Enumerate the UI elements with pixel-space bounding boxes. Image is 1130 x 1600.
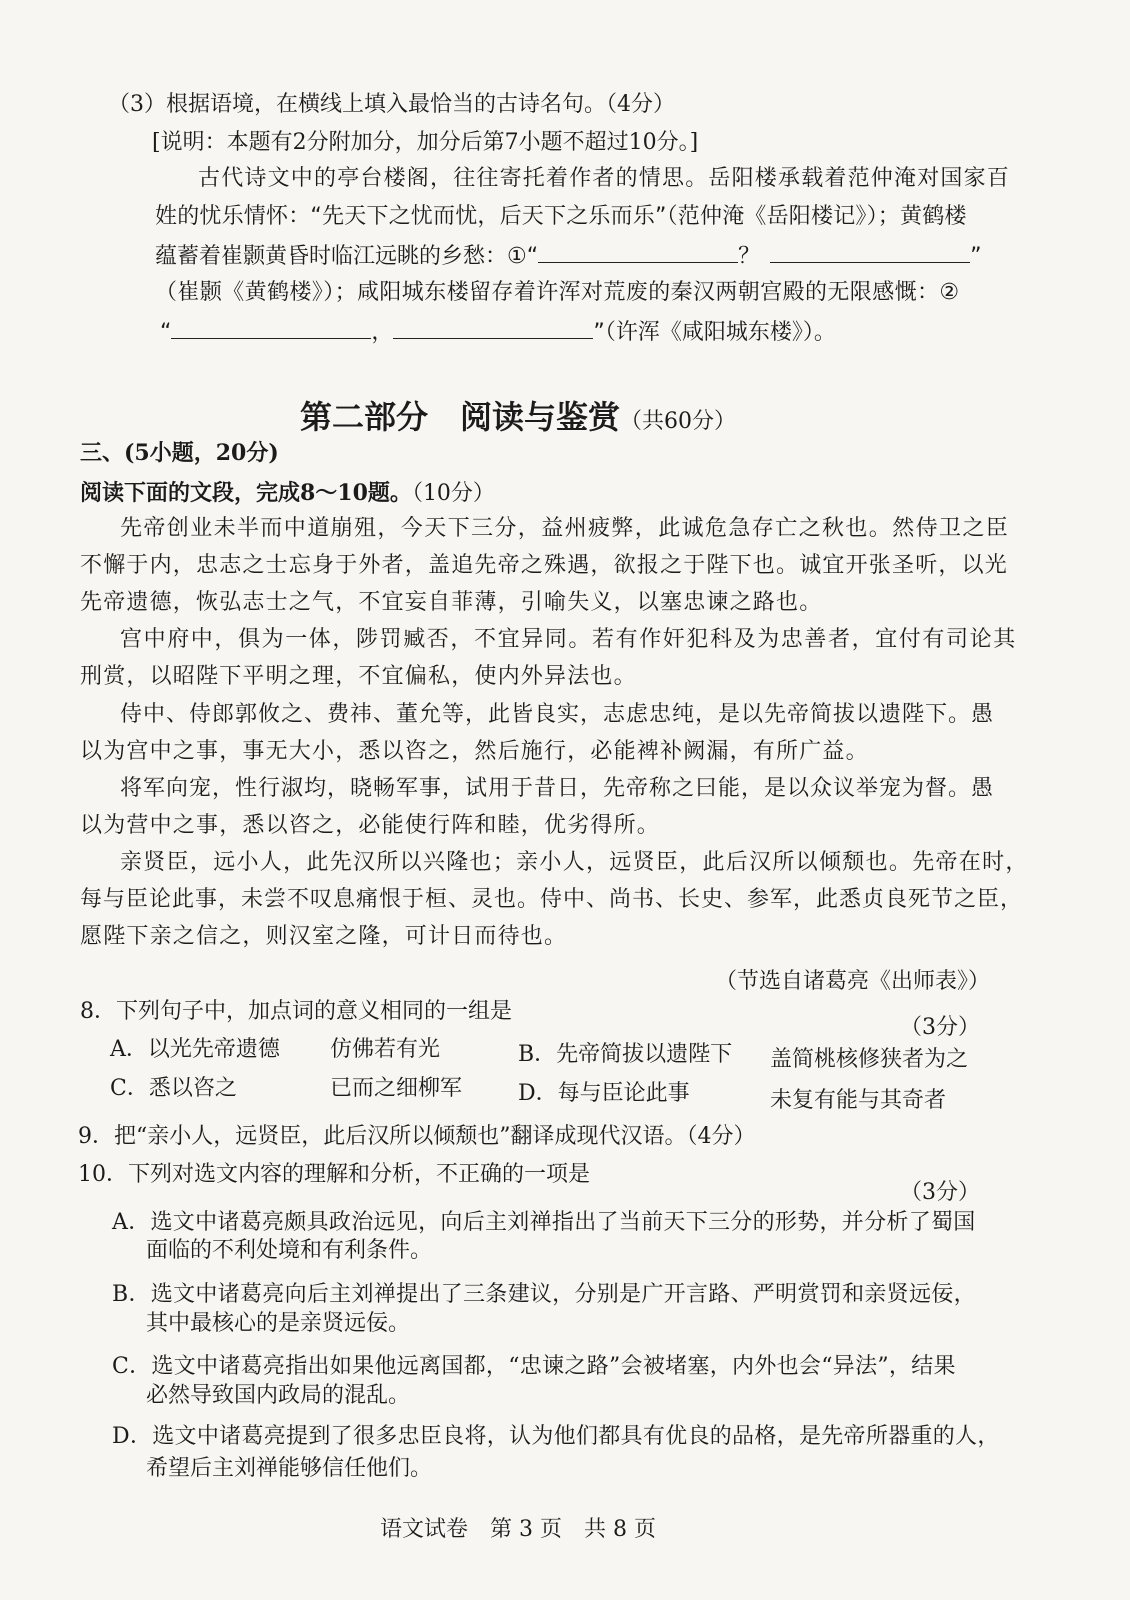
q7-open-quote: “	[160, 320, 172, 345]
q8-option-d-1: D．每与臣论此事	[518, 1081, 690, 1106]
q8-score: （3分）	[900, 1015, 980, 1040]
q7-part3-stem: （3）根据语境，在横线上填入最恰当的古诗名句。（4分）	[108, 92, 675, 117]
q7-blank-1[interactable]	[538, 240, 738, 263]
passage-source: （节选自诸葛亮《出师表》）	[715, 969, 991, 994]
q7-text-line-5-end: ”（许浑《咸阳城东楼》）。	[593, 320, 836, 345]
q10-option-b-line-1: B．选文中诸葛亮向后主刘禅提出了三条建议，分别是广开言路、严明赏罚和亲贤远佞，	[112, 1282, 976, 1307]
q8-option-c-1: C．悉以咨之	[110, 1076, 237, 1101]
q8-option-c-2: 已而之细柳军	[330, 1076, 463, 1101]
q10-option-b-line-2: 其中最核心的是亲贤远佞。	[146, 1311, 411, 1336]
q8-stem: 8．下列句子中，加点词的意义相同的一组是	[80, 999, 512, 1024]
passage-line: 亲贤臣，远小人，此先汉所以兴隆也；亲小人，远贤臣，此后汉所以倾颓也。先帝在时，	[120, 850, 1029, 875]
passage-line: 以为营中之事，悉以咨之，必能使行阵和睦，优劣得所。	[80, 813, 661, 838]
passage-line: 先帝创业未半而中道崩殂，今天下三分，益州疲弊，此诚危急存亡之秋也。然侍卫之臣	[120, 516, 1010, 541]
part3-instruction	[80, 478, 495, 509]
passage-line: 愿陛下亲之信之，则汉室之隆，可计日而待也。	[80, 924, 568, 949]
q7-comma: ，	[371, 320, 394, 345]
q8-option-a-2: 仿佛若有光	[330, 1037, 441, 1062]
q8-option-b-2: 盖简桃核修狭者为之	[770, 1047, 969, 1072]
section-score: （共60分）	[620, 409, 737, 434]
part3-instruction-text: 阅读下面的文段，完成8～10题。	[80, 480, 412, 506]
part3-instruction-score: （10分）	[411, 481, 495, 506]
q8-option-b-1: B．先帝简拔以遗陛下	[518, 1042, 733, 1067]
q7-text-line-5	[160, 316, 836, 348]
q10-option-c-line-2: 必然导致国内政局的混乱。	[146, 1383, 411, 1408]
passage-line: 以为宫中之事，事无大小，悉以咨之，然后施行，必能裨补阙漏，有所广益。	[80, 739, 869, 764]
q7-text-line-3	[155, 240, 982, 272]
q10-score: （3分）	[900, 1180, 980, 1205]
q7-text-line-1: 古代诗文中的亭台楼阁，往往寄托着作者的情思。岳阳楼承载着范仲淹对国家百	[198, 166, 1011, 191]
q9-stem: 9．把“亲小人，远贤臣，此后汉所以倾颓也”翻译成现代汉语。（4分）	[78, 1124, 756, 1149]
q7-blank-2[interactable]	[770, 240, 970, 263]
q7-text-line-3-start: 蕴蓄着崔颢黄昏时临江远眺的乡愁：①“	[155, 244, 539, 269]
q10-option-a-line-1: A．选文中诸葛亮颇具政治远见，向后主刘禅指出了当前天下三分的形势，并分析了蜀国	[112, 1210, 976, 1235]
q10-option-a-line-2: 面临的不利处境和有利条件。	[146, 1238, 433, 1263]
q7-text-line-4: （崔颢《黄鹤楼》）；咸阳城东楼留存着许浑对荒废的秦汉两朝宫殿的无限感慨：②	[155, 280, 960, 305]
q7-close-quote: ”	[970, 244, 982, 269]
passage-line: 将军向宠，性行淑均，晓畅军事，试用于昔日，先帝称之曰能，是以众议举宠为督。愚	[120, 776, 995, 801]
q7-text-line-2: 姓的忧乐情怀：“先天下之忧而忧，后天下之乐而乐”（范仲淹《岳阳楼记》）；黄鹤楼	[155, 204, 967, 229]
q8-option-a-1: A．以光先帝遗德	[110, 1037, 280, 1062]
q7-blank-4[interactable]	[393, 316, 593, 339]
section-title	[300, 392, 736, 438]
q10-option-d-line-1: D．选文中诸葛亮提到了很多忠臣良将，认为他们都具有优良的品格，是先帝所器重的人，	[112, 1424, 1000, 1449]
q7-question-mark: ？	[738, 244, 761, 269]
q7-note: [说明：本题有2分附加分，加分后第7小题不超过10分。]	[152, 130, 699, 155]
page-footer: 语文试卷 第 3 页 共 8 页	[380, 1517, 656, 1542]
section-title-text: 第二部分 阅读与鉴赏	[300, 398, 621, 436]
passage-line: 侍中、侍郎郭攸之、费祎、董允等，此皆良实，志虑忠纯，是以先帝简拔以遗陛下。愚	[120, 702, 995, 727]
passage-line: 先帝遗德，恢弘志士之气，不宜妄自菲薄，引喻失义，以塞忠谏之路也。	[80, 590, 823, 615]
passage-line: 每与臣论此事，未尝不叹息痛恨于桓、灵也。侍中、尚书、长史、参军，此悉贞良死节之臣，	[80, 887, 1024, 912]
q10-option-c-line-1: C．选文中诸葛亮指出如果他远离国都，“忠谏之路”会被堵塞，内外也会“异法”，结果	[112, 1354, 956, 1379]
passage-line: 不懈于内，忠志之士忘身于外者，盖追先帝之殊遇，欲报之于陛下也。诚宜开张圣听，以光	[80, 553, 1009, 578]
q10-option-d-line-2: 希望后主刘禅能够信任他们。	[146, 1456, 433, 1481]
passage-line: 刑赏，以昭陛下平明之理，不宜偏私，使内外异法也。	[80, 664, 637, 689]
passage-line: 宫中府中，俱为一体，陟罚臧否，不宜异同。若有作奸犯科及为忠善者，宜付有司论其	[120, 627, 1017, 652]
q7-blank-3[interactable]	[171, 316, 371, 339]
q8-option-d-2: 未复有能与其奇者	[770, 1088, 947, 1113]
q10-stem: 10．下列对选文内容的理解和分析，不正确的一项是	[78, 1162, 590, 1187]
part3-heading: 三、(5小题，20分)	[80, 440, 279, 466]
